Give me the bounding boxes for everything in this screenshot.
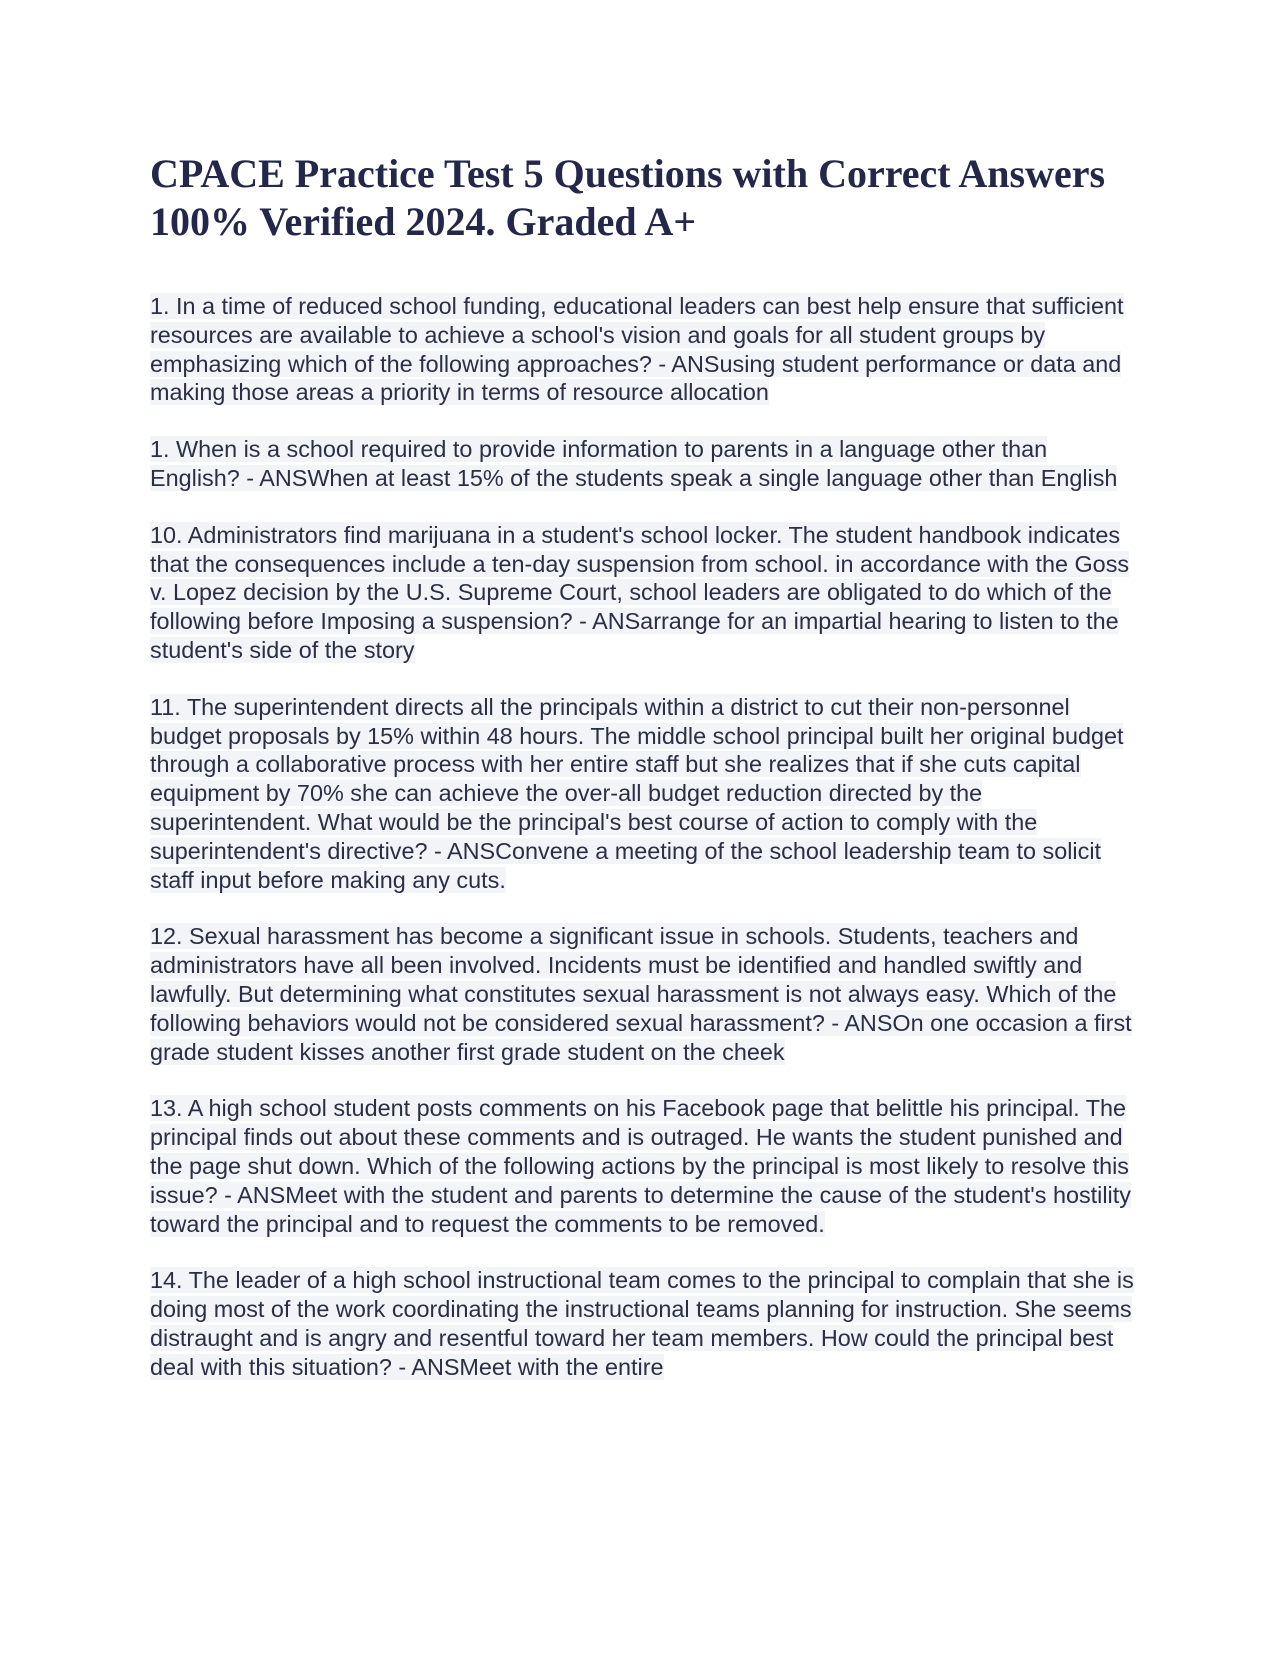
qa-item-1 xyxy=(150,292,1140,407)
qa-text: 1. When is a school required to provide information to parents in a language other than English? - ANSWhen at least 15% of the students speak a single language other than English xyxy=(150,436,1118,491)
qa-item-4 xyxy=(150,693,1140,895)
qa-item-5 xyxy=(150,922,1140,1066)
qa-item-3 xyxy=(150,521,1140,665)
qa-list xyxy=(150,292,1140,1410)
qa-item-6 xyxy=(150,1094,1140,1238)
qa-text: 11. The superintendent directs all the principals within a district to cut their non-personnel budget proposals by 15% within 48 hours. The middle school principal built her original budget through a collaborative process with her entire staff but she realizes that if she cuts capital equipment by 70% she can achieve the over-all budget reduction directed by the superintendent. What would be the principal's best course of action to comply with the superintendent's directive? - ANSConvene a meeting of the school leadership team to solicit staff input before making any cuts. xyxy=(150,693,1124,893)
qa-text: 1. In a time of reduced school funding, educational leaders can best help ensure that sufficient resources are available to achieve a school's vision and goals for all student groups by emphasizing which of the following approaches? - ANSusing student performance or data and making those areas a priority in terms of resource allocation xyxy=(150,293,1124,406)
qa-item-2 xyxy=(150,435,1140,493)
qa-item-7 xyxy=(150,1266,1140,1381)
qa-text: 12. Sexual harassment has become a significant issue in schools. Students, teachers and administrators have all been involved. Incidents must be identified and handled swiftly and lawfully. But determining what constitutes sexual harassment is not always easy. Which of the following behaviors would not be considered sexual harassment? - ANSOn one occasion a first grade student kisses another first grade student on the cheek xyxy=(150,923,1132,1065)
document-title: CPACE Practice Test 5 Questions with Correct Answers 100% Verified 2024. Graded A+ xyxy=(150,151,1106,244)
qa-text: 13. A high school student posts comments on his Facebook page that belittle his principal. The principal finds out about these comments and is outraged. He wants the student punished and the page shut down. Which of the following actions by the principal is most likely to resolve this issue? - ANSMeet with the student and parents to determine the cause of the student's hostility toward the principal and to request the comments to be removed. xyxy=(150,1095,1131,1237)
qa-text: 10. Administrators find marijuana in a student's school locker. The student handbook indicates that the consequences include a ten-day suspension from school. in accordance with the Goss v. Lopez decision by the U.S. Supreme Court, school leaders are obligated to do which of the following before Imposing a suspension? - ANSarrange for an impartial hearing to listen to the student's side of the story xyxy=(150,521,1130,663)
qa-text: 14. The leader of a high school instructional team comes to the principal to complain that she is doing most of the work coordinating the instructional teams planning for instruction. She seems distraught and is angry and resentful toward her team members. How could the principal best deal with this situation? - ANSMeet with the entire xyxy=(150,1267,1134,1380)
